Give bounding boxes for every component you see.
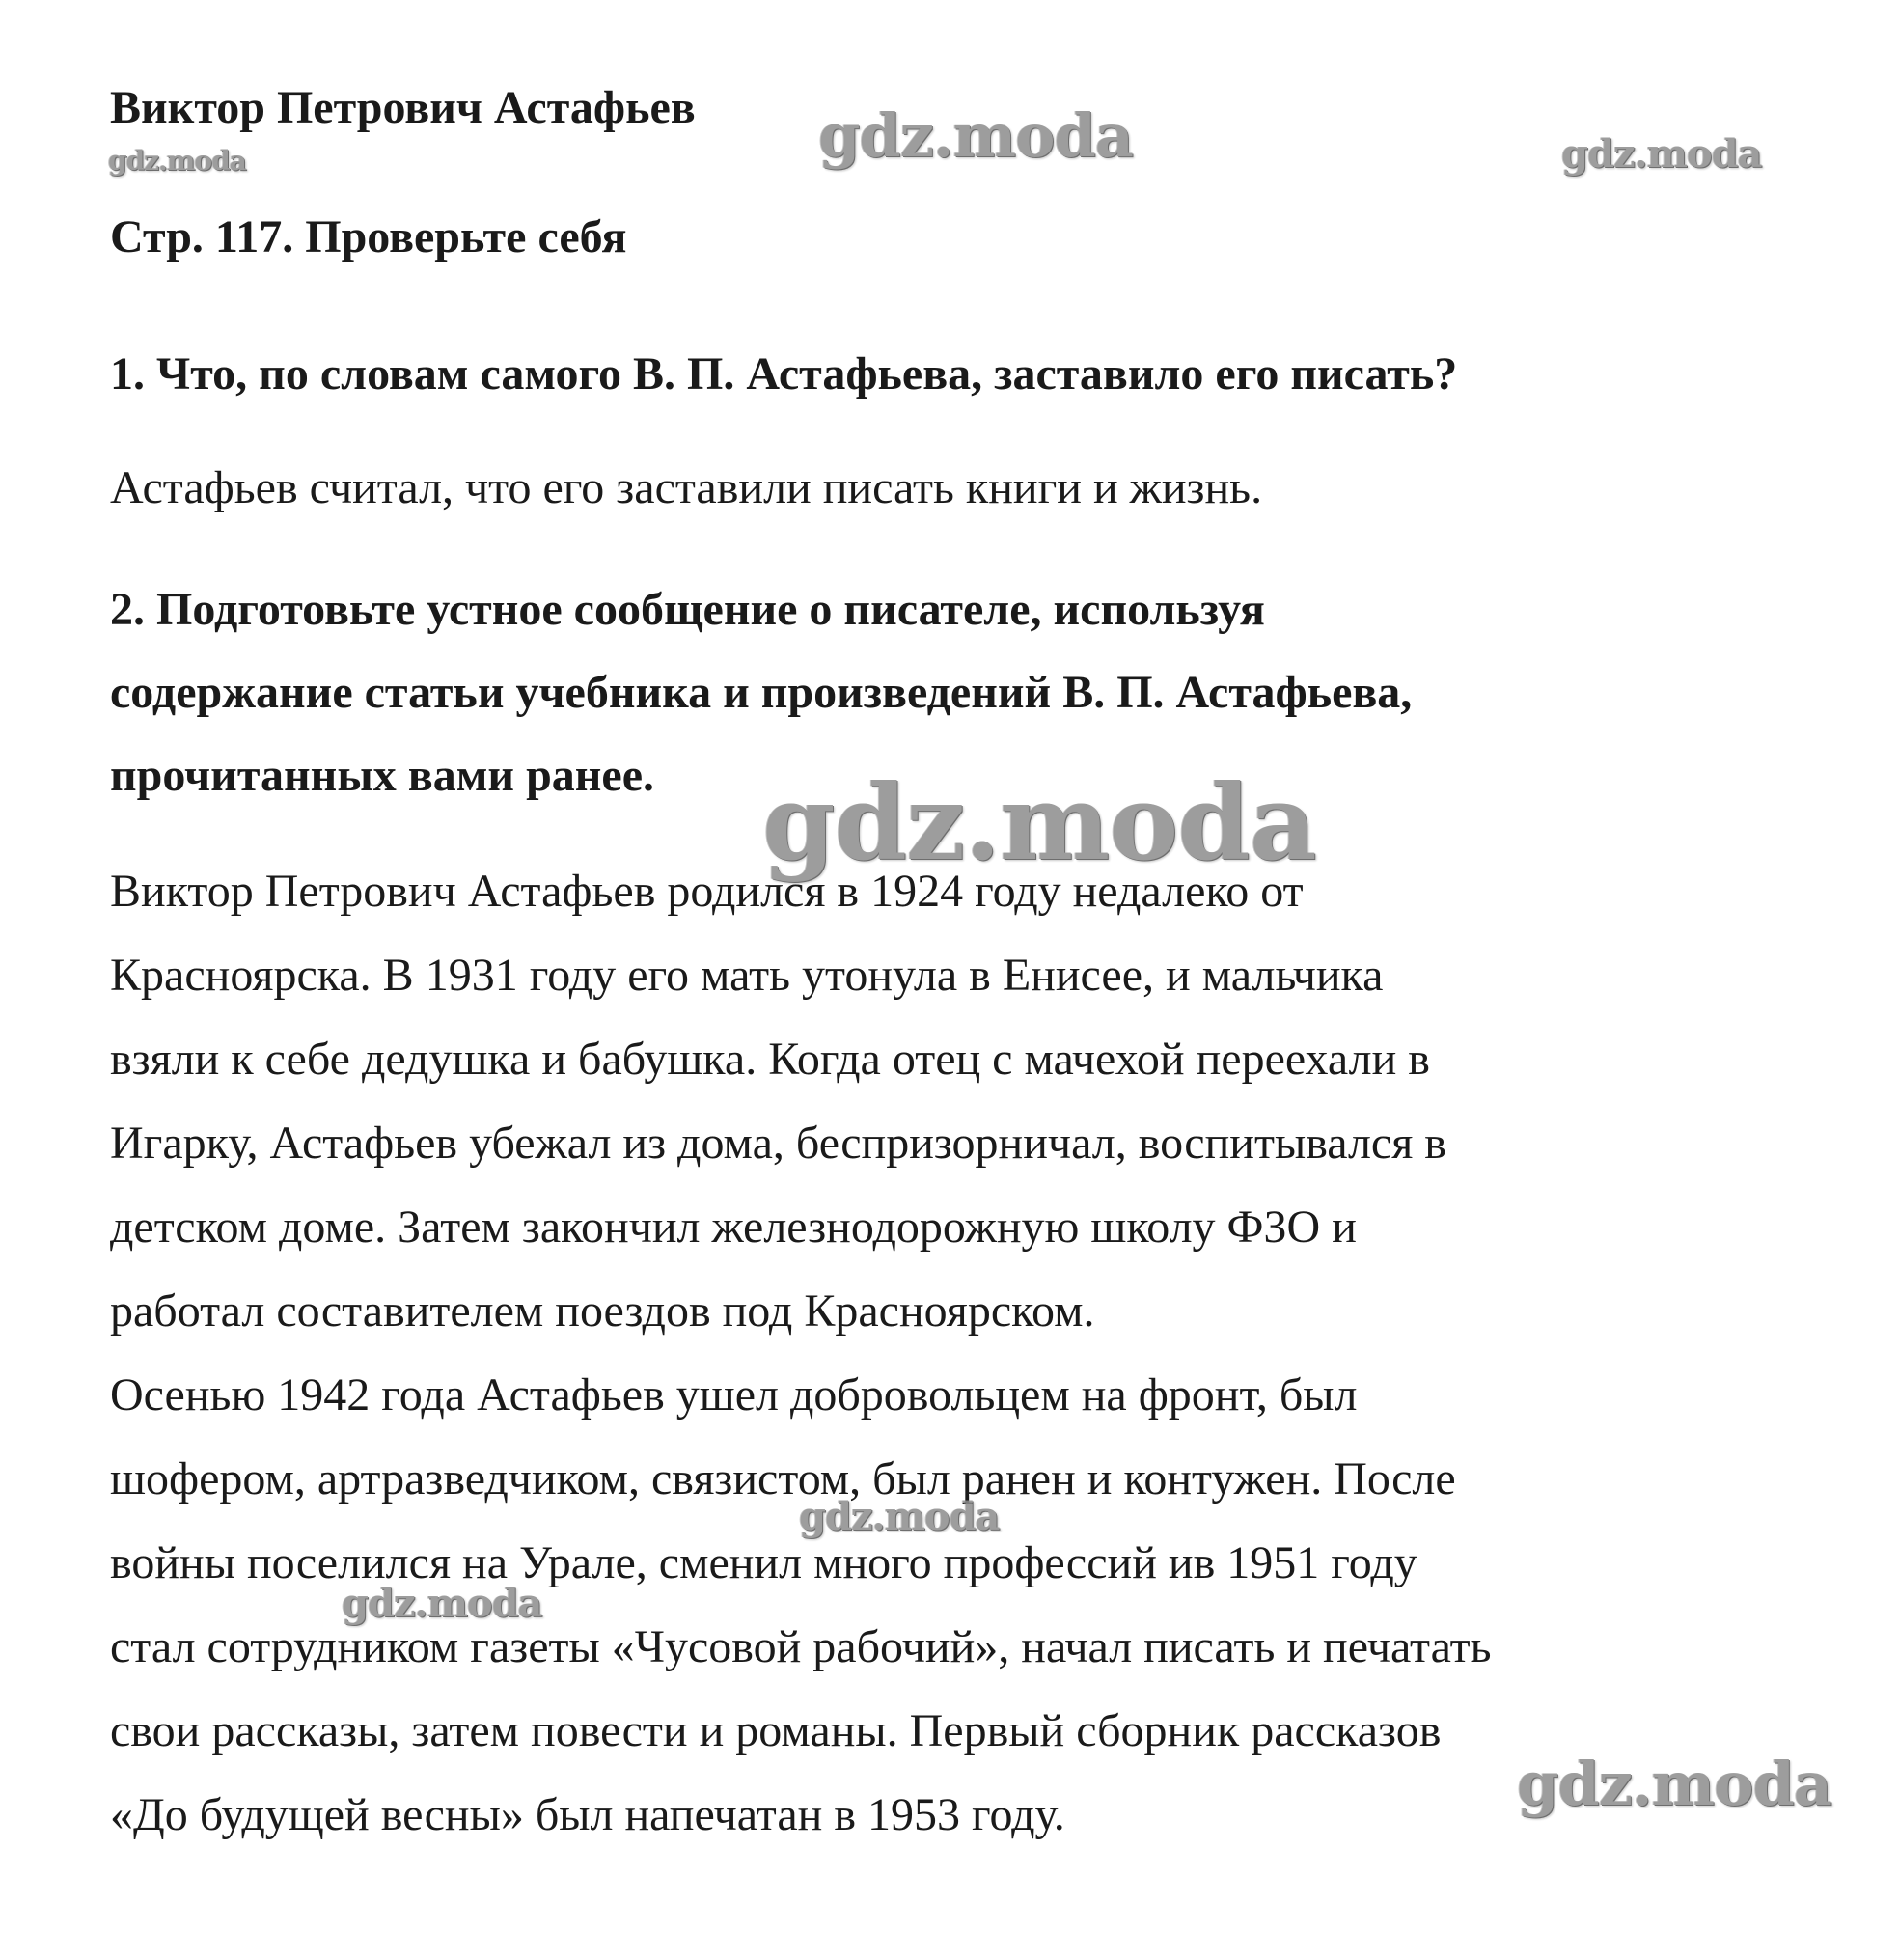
answer-2-line: шофером, артразведчиком, связистом, был ранен и контужен. После (110, 1453, 1456, 1505)
answer-2-line: «До будущей весны» был напечатан в 1953 году. (110, 1789, 1065, 1840)
answer-2-line: свои рассказы, затем повести и романы. Первый сборник рассказов (110, 1705, 1442, 1756)
question-2-line: прочитанных вами ранее. (110, 750, 655, 801)
answer-2-line: Красноярска. В 1931 году его мать утонула в Енисее, и мальчика (110, 950, 1384, 1001)
watermark-logo: gdz.moda (818, 100, 1133, 171)
watermark-logo: gdz.moda (1561, 131, 1762, 177)
question-1: 1. Что, по словам самого В. П. Астафьева, заставило его писать? (110, 348, 1458, 400)
page-heading: Стр. 117. Проверьте себя (110, 211, 627, 262)
answer-2-line: войны поселился на Урале, сменил много профессий ив 1951 году (110, 1537, 1417, 1588)
answer-2-line: стал сотрудником газеты «Чусовой рабочий», начал писать и печатать (110, 1621, 1492, 1672)
answer-2-line: Осенью 1942 года Астафьев ушел добровольцем на фронт, был (110, 1369, 1358, 1421)
watermark-logo: gdz.moda (1517, 1749, 1831, 1819)
question-2-line: 2. Подготовьте устное сообщение о писателе, используя (110, 584, 1265, 635)
watermark-logo: gdz.moda (799, 1494, 1000, 1539)
answer-1: Астафьев считал, что его заставили писать книги и жизнь. (110, 462, 1263, 513)
watermark-logo: gdz.moda (342, 1581, 542, 1626)
answer-2-line: детском доме. Затем закончил железнодорожную школу ФЗО и (110, 1201, 1357, 1253)
watermark-logo: gdz.moda (108, 145, 246, 177)
answer-2-line: взяли к себе дедушка и бабушка. Когда отец с мачехой переехали в (110, 1034, 1430, 1085)
answer-2-line: работал составителем поездов под Красноярском. (110, 1285, 1095, 1337)
answer-2-line: Игарку, Астафьев убежал из дома, беспризорничал, воспитывался в (110, 1118, 1446, 1169)
watermark-logo: gdz.moda (762, 762, 1316, 884)
question-2-line: содержание статьи учебника и произведений В. П. Астафьева, (110, 667, 1413, 718)
author-title: Виктор Петрович Астафьев (110, 82, 696, 133)
answer-2-line: Виктор Петрович Астафьев родился в 1924 году недалеко от (110, 866, 1304, 917)
